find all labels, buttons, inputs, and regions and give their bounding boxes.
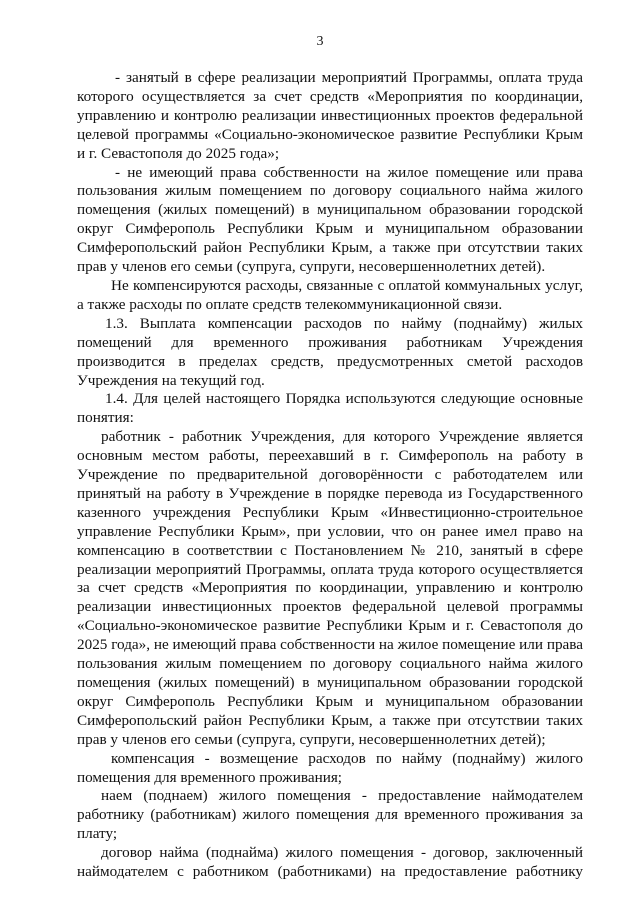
paragraph-employment-program: - занятый в сфере реализации мероприятий Программы, оплата труда которого осуществляется за счет средств «Мероприятия по координации, управлению и контролю реализации инвестиционных проектов федеральной целевой программы «Социально-экономическое развитие Республики Крым и г. Севастополя до 2025 года»;: [77, 69, 583, 162]
page-number: 3: [316, 34, 324, 49]
paragraph-definition-compensation: компенсация - возмещение расходов по найму (поднайму) жилого помещения для временного проживания;: [77, 749, 583, 786]
paragraph-1-3: 1.3. Выплата компенсации расходов по найму (поднайму) жилых помещений для временного проживания работникам Учреждения производится в пределах средств, предусмотренных сметой расходов Учреждения на текущий год.: [77, 314, 583, 389]
paragraph-definition-rental-agreement: договор найма (поднайма) жилого помещения - договор, заключенный наймодателем с работником (работниками) на предоставление работнику: [77, 844, 583, 881]
paragraph-no-housing-rights: - не имеющий права собственности на жилое помещение или права пользования жилым помещением по договору социального найма жилого помещения (жилых помещений) в муниципальном образовании городской округ Симферополь Республики Крым и муниципальном образовании Симферопольский район Республики Крым, а также при отсутствии таких прав у членов его семьи (супруга, супруги, несовершеннолетних детей).: [77, 163, 583, 276]
paragraph-1-4: 1.4. Для целей настоящего Порядка используются следующие основные понятия:: [77, 390, 583, 427]
paragraph-definition-rent: наем (поднаем) жилого помещения - предоставление наймодателем работнику (работникам) жилого помещения для временного проживания за плату;: [77, 787, 583, 843]
paragraph-non-compensated-expenses: Не компенсируются расходы, связанные с оплатой коммунальных услуг, а также расходы по оплате средств телекоммуникационной связи.: [77, 276, 583, 313]
paragraph-definition-employee: работник - работник Учреждения, для которого Учреждение является основным местом работы, переехавший в г. Симферополь на работу в Учреждение по предварительной договорённости с работодателем или принятый на работу в Учреждение в порядке перевода из Государственного казенного учреждения Республики Крым «Инвестиционно-строительное управление Республики Крым», при условии, что он ранее имел право на компенсацию в соответствии с Постановлением № 210, занятый в сфере реализации мероприятий Программы, оплата труда которого осуществляется за счет средств «Мероприятия по координации, управлению и контролю реализации инвестиционных проектов федеральной целевой программы «Социально-экономическое развитие Республики Крым и г. Севастополя до 2025 года», не имеющий права собственности на жилое помещение или права пользования жилым помещением по договору социального найма жилого помещения (жилых помещений) в муниципальном образовании городской округ Симферополь Республики Крым и муниципальном образовании Симферопольский район Республики Крым, а также при отсутствии таких прав у членов его семьи (супруга, супруги, несовершеннолетних детей);: [77, 428, 583, 748]
document-body: [77, 69, 583, 882]
